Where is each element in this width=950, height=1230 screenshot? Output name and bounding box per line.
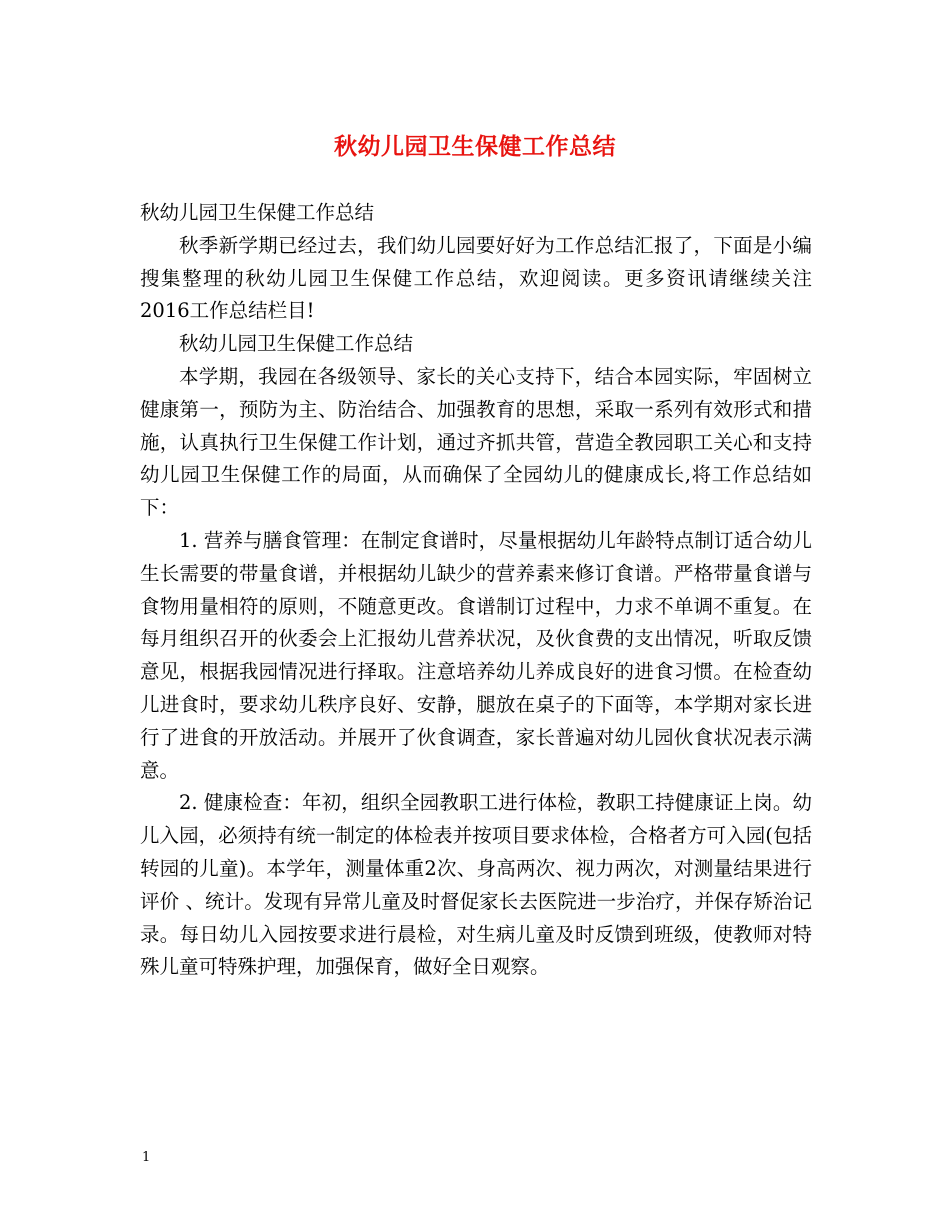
- overview-paragraph: 本学期，我园在各级领导、家长的关心支持下，结合本园实际，牢固树立健康第一，预防为主、防治结合、加强教育的思想，采取一系列有效形式和措施，认真执行卫生保健工作计划，通过齐抓共管，营造全教园职工关心和支持幼儿园卫生保健工作的局面，从而确保了全园幼儿的健康成长,将工作总结如下：: [140, 364, 812, 520]
- body-heading: 秋幼儿园卫生保健工作总结: [140, 201, 375, 224]
- document-body: [140, 197, 812, 984]
- health-check-paragraph: 2. 健康检查：年初，组织全园教职工进行体检，教职工持健康证上岗。幼儿入园，必须持有统一制定的体检表并按项目要求体检，合格者方可入园(包括转园的儿童)。本学年，测量体重2次、身高两次、视力两次，对测量结果进行评价 、统计。发现有异常儿童及时督促家长去医院进一步治疗，并保存矫治记录。每日幼儿入园按要求进行晨检，对生病儿童及时反馈到班级，使教师对特殊儿童可特殊护理，加强保育，做好全日观察。: [140, 791, 812, 979]
- document-title: 秋幼儿园卫生保健工作总结: [334, 133, 616, 160]
- intro-paragraph: 秋季新学期已经过去，我们幼儿园要好好为工作总结汇报了，下面是小编搜集整理的秋幼儿园卫生保健工作总结，欢迎阅读。更多资讯请继续关注2016工作总结栏目!: [140, 233, 812, 323]
- page-number: 1: [142, 1150, 151, 1165]
- section-heading: 秋幼儿园卫生保健工作总结: [179, 332, 414, 356]
- nutrition-paragraph: 1. 营养与膳食管理：在制定食谱时，尽量根据幼儿年龄特点制订适合幼儿生长需要的带量食谱，并根据幼儿缺少的营养素来修订食谱。严格带量食谱与食物用量相符的原则，不随意更改。食谱制订过程中，力求不单调不重复。在每月组织召开的伙委会上汇报幼儿营养状况，及伙食费的支出情况，听取反馈意见，根据我园情况进行择取。注意培养幼儿养成良好的进食习惯。在检查幼儿进食时，要求幼儿秩序良好、安静，腿放在桌子的下面等，本学期对家长进行了进食的开放活动。并展开了伙食调查，家长普遍对幼儿园伙食状况表示满意。: [140, 528, 812, 782]
